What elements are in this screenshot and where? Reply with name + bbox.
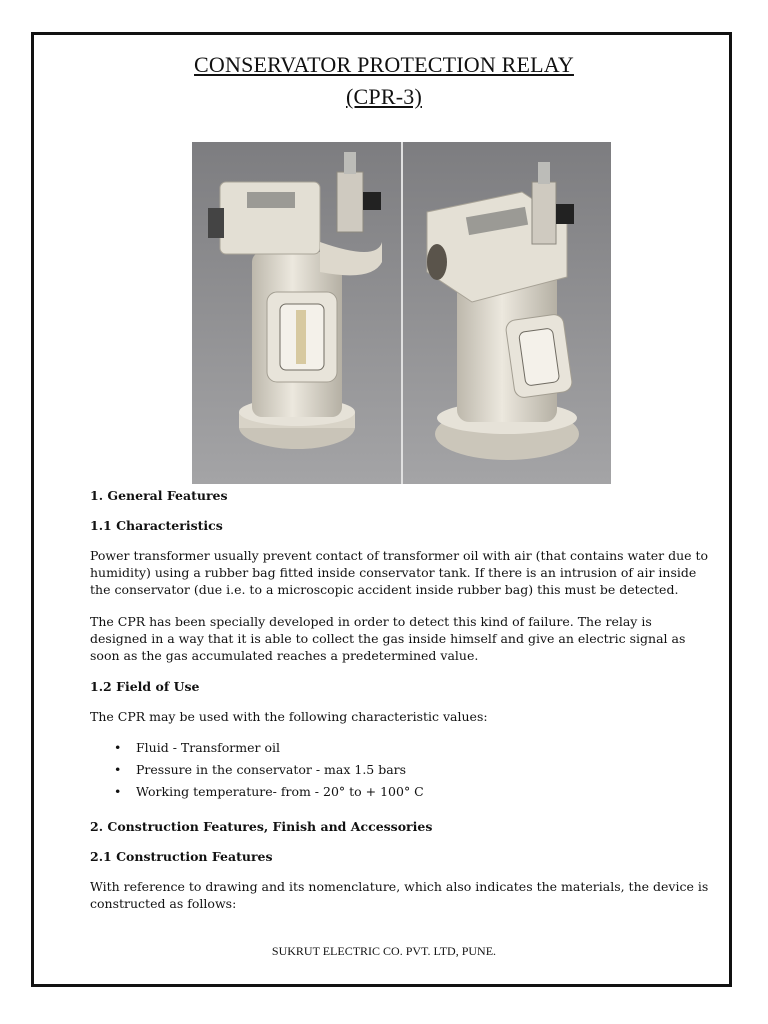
section-heading-construction: 2. Construction Features, Finish and Accessories [90, 819, 433, 834]
list-item: • Fluid - Transformer oil [114, 740, 280, 755]
paragraph-field-of-use: The CPR may be used with the following characteristic values: [90, 709, 488, 724]
list-item: • Pressure in the conservator - max 1.5 bars [114, 762, 407, 777]
product-photos [192, 142, 611, 484]
characteristic-values-list [114, 737, 674, 803]
paragraph-construction: With reference to drawing and its nomenclature, which also indicates the materials, the device is constructed as follows: [90, 879, 709, 911]
paragraph-characteristics: Power transformer usually prevent contact of transformer oil with air (that contains water due to humidity) using a rubber bag fitted inside conservator tank. If there is an intrusion of air inside the conservator (due i.e. to a microscopic accident inside rubber bag) this must be detected. [90, 548, 709, 597]
paragraph-cpr-description: The CPR has been specially developed in order to detect this kind of failure. The relay is designed in a way that it is able to collect the gas inside himself and give an electric signal as soon as the gas accumulated reaches a predetermined value. [90, 614, 686, 663]
document-title: CONSERVATOR PROTECTION RELAY [194, 52, 574, 77]
section-heading-characteristics: 1.1 Characteristics [90, 518, 223, 533]
relay-photo-illustration [192, 142, 611, 484]
section-heading-construction-features: 2.1 Construction Features [90, 849, 273, 864]
section-heading-general-features: 1. General Features [90, 488, 228, 503]
list-item: • Working temperature- from - 20° to + 100° C [114, 784, 424, 799]
document-subtitle: (CPR-3) [346, 84, 422, 109]
page-footer: SUKRUT ELECTRIC CO. PVT. LTD, PUNE. [271, 944, 497, 958]
section-heading-field-of-use: 1.2 Field of Use [90, 679, 200, 694]
